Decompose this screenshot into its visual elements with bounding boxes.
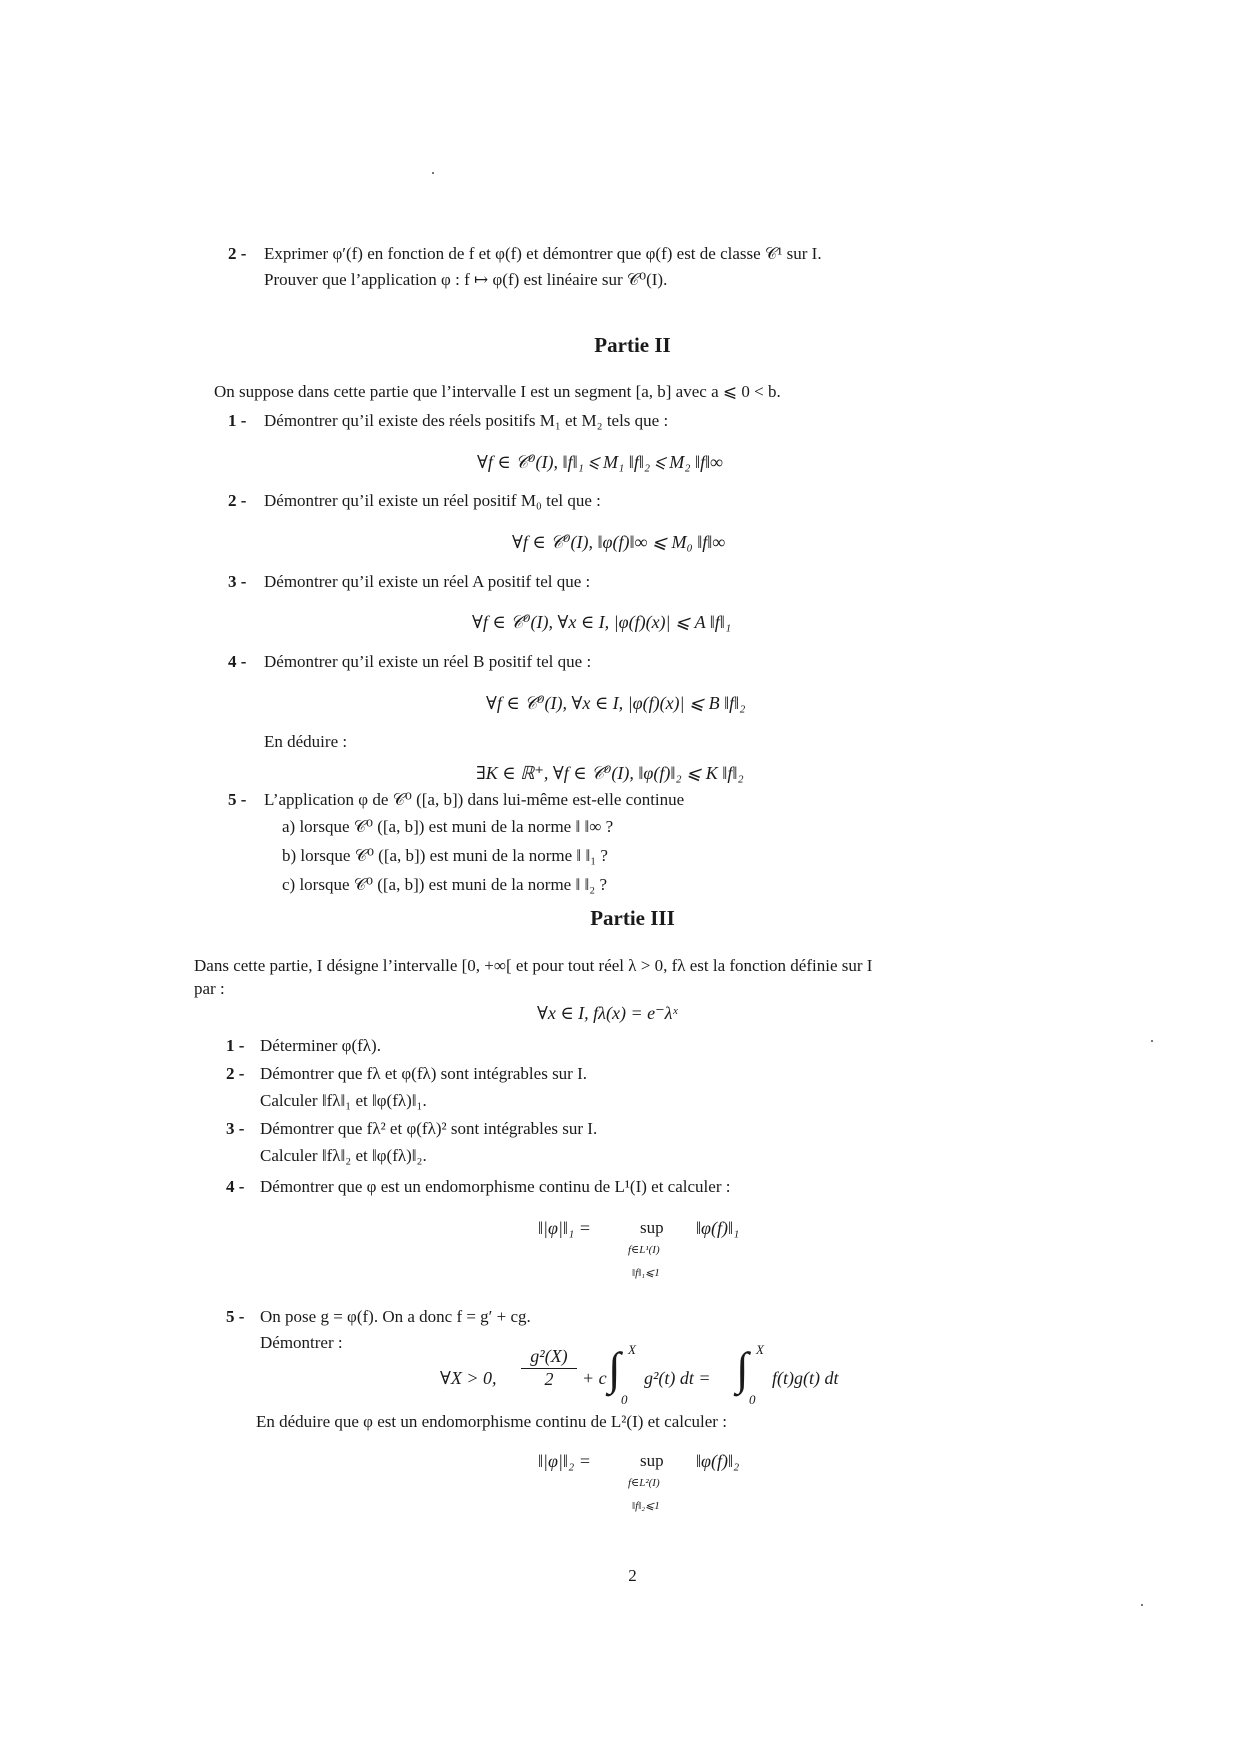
question-text: Démontrer qu’il existe des réels positifs M₁ et M₂ tels que : [264, 411, 669, 430]
question-text: Exprimer φ′(f) en fonction de f et φ(f) et démontrer que φ(f) est de classe 𝒞¹ sur I. [264, 244, 822, 263]
sup-subscript: ‖f‖₂⩽1 [632, 1500, 660, 1512]
question-text: En déduire que φ est un endomorphisme continu de L²(I) et calculer : [256, 1412, 727, 1431]
question-text: Déterminer φ(fλ). [260, 1036, 381, 1055]
fraction [521, 1346, 577, 1390]
norm-rhs: ‖φ(f)‖₁ [696, 1218, 740, 1238]
question-text: Démontrer qu’il existe un réel positif M₀ tel que : [264, 491, 601, 510]
question-text: Démontrer qu’il existe un réel B positif tel que : [264, 652, 592, 671]
integral-upper-bound: X [628, 1342, 636, 1357]
integral-lower-bound: 0 [621, 1392, 628, 1407]
scan-speck [432, 172, 434, 174]
formula: ∀f ∈ 𝒞⁰(I), ∀x ∈ I, |φ(f)(x)| ⩽ A ‖f‖₁ [472, 612, 732, 632]
question-text: Démontrer qu’il existe un réel A positif tel que : [264, 572, 591, 591]
scan-speck [1141, 1604, 1143, 1606]
question-text: On pose g = φ(f). On a donc f = g′ + cg. [260, 1307, 531, 1326]
question-number: 5 - [228, 790, 247, 809]
question-number: 4 - [228, 652, 247, 671]
integral-upper-bound: X [756, 1342, 764, 1357]
question-text: En déduire : [264, 732, 348, 751]
question-number: 3 - [226, 1119, 245, 1138]
sub-question: a) lorsque 𝒞⁰ ([a, b]) est muni de la norme ‖ ‖∞ ? [282, 817, 614, 836]
norm-rhs: ‖φ(f)‖₂ [696, 1451, 740, 1471]
question-text: Démontrer que fλ² et φ(fλ)² sont intégrables sur I. [260, 1119, 598, 1138]
page-number: 2 [628, 1566, 637, 1585]
question-number: 2 - [228, 244, 247, 263]
question-text: L’application φ de 𝒞⁰ ([a, b]) dans lui-même est-elle continue [264, 790, 685, 809]
integrand: f(t)g(t) dt [772, 1368, 839, 1388]
sup-subscript: f∈L²(I) [628, 1477, 660, 1489]
question-text: Démontrer que φ est un endomorphisme continu de L¹(I) et calculer : [260, 1177, 731, 1196]
norm-lhs: ‖|φ|‖₂ = [538, 1451, 591, 1471]
question-text: Prouver que l’application φ : f ↦ φ(f) est linéaire sur 𝒞⁰(I). [264, 270, 668, 289]
formula-quantifier: ∀X > 0, [440, 1368, 497, 1388]
question-number: 1 - [228, 411, 247, 430]
question-number: 2 - [228, 491, 247, 510]
integral-sign: ∫ [608, 1343, 621, 1394]
question-text: Démontrer que fλ et φ(fλ) sont intégrables sur I. [260, 1064, 588, 1083]
question-number: 1 - [226, 1036, 245, 1055]
section-title: Partie II [594, 333, 671, 357]
section-intro: par : [194, 979, 225, 998]
integral-lower-bound: 0 [749, 1392, 756, 1407]
sub-question: c) lorsque 𝒞⁰ ([a, b]) est muni de la norme ‖ ‖₂ ? [282, 875, 607, 894]
formula-term: + c [582, 1368, 607, 1388]
integral-sign: ∫ [736, 1343, 749, 1394]
formula: ∀f ∈ 𝒞⁰(I), ‖φ(f)‖∞ ⩽ M₀ ‖f‖∞ [512, 532, 726, 552]
scan-speck [1151, 1040, 1153, 1042]
question-text: Calculer ‖fλ‖₂ et ‖φ(fλ)‖₂. [260, 1146, 427, 1165]
integrand: g²(t) dt = [644, 1368, 711, 1388]
norm-lhs: ‖|φ|‖₁ = [538, 1218, 591, 1238]
section-intro: On suppose dans cette partie que l’intervalle I est un segment [a, b] avec a ⩽ 0 < b. [214, 382, 781, 401]
formula: ∀x ∈ I, fλ(x) = e⁻λˣ [537, 1003, 678, 1023]
fraction-numerator: g²(X) [521, 1346, 577, 1369]
sup-operator: sup [640, 1218, 664, 1237]
sub-question: b) lorsque 𝒞⁰ ([a, b]) est muni de la norme ‖ ‖₁ ? [282, 846, 608, 865]
section-intro: Dans cette partie, I désigne l’intervalle [0, +∞[ et pour tout réel λ > 0, fλ est la fonction définie sur I [194, 956, 873, 975]
fraction-denominator: 2 [544, 1369, 554, 1389]
question-text: Calculer ‖fλ‖₁ et ‖φ(fλ)‖₁. [260, 1091, 427, 1110]
sup-operator: sup [640, 1451, 664, 1470]
question-text: Démontrer : [260, 1333, 343, 1352]
formula: ∀f ∈ 𝒞⁰(I), ‖f‖₁ ⩽ M₁ ‖f‖₂ ⩽ M₂ ‖f‖∞ [477, 452, 723, 472]
question-number: 3 - [228, 572, 247, 591]
section-title: Partie III [590, 906, 675, 930]
formula: ∃K ∈ ℝ⁺, ∀f ∈ 𝒞⁰(I), ‖φ(f)‖₂ ⩽ K ‖f‖₂ [476, 763, 744, 783]
sup-subscript: f∈L¹(I) [628, 1244, 660, 1256]
question-number: 4 - [226, 1177, 245, 1196]
formula: ∀f ∈ 𝒞⁰(I), ∀x ∈ I, |φ(f)(x)| ⩽ B ‖f‖₂ [486, 693, 746, 713]
sup-subscript: ‖f‖₁⩽1 [632, 1267, 660, 1279]
question-number: 5 - [226, 1307, 245, 1326]
question-number: 2 - [226, 1064, 245, 1083]
